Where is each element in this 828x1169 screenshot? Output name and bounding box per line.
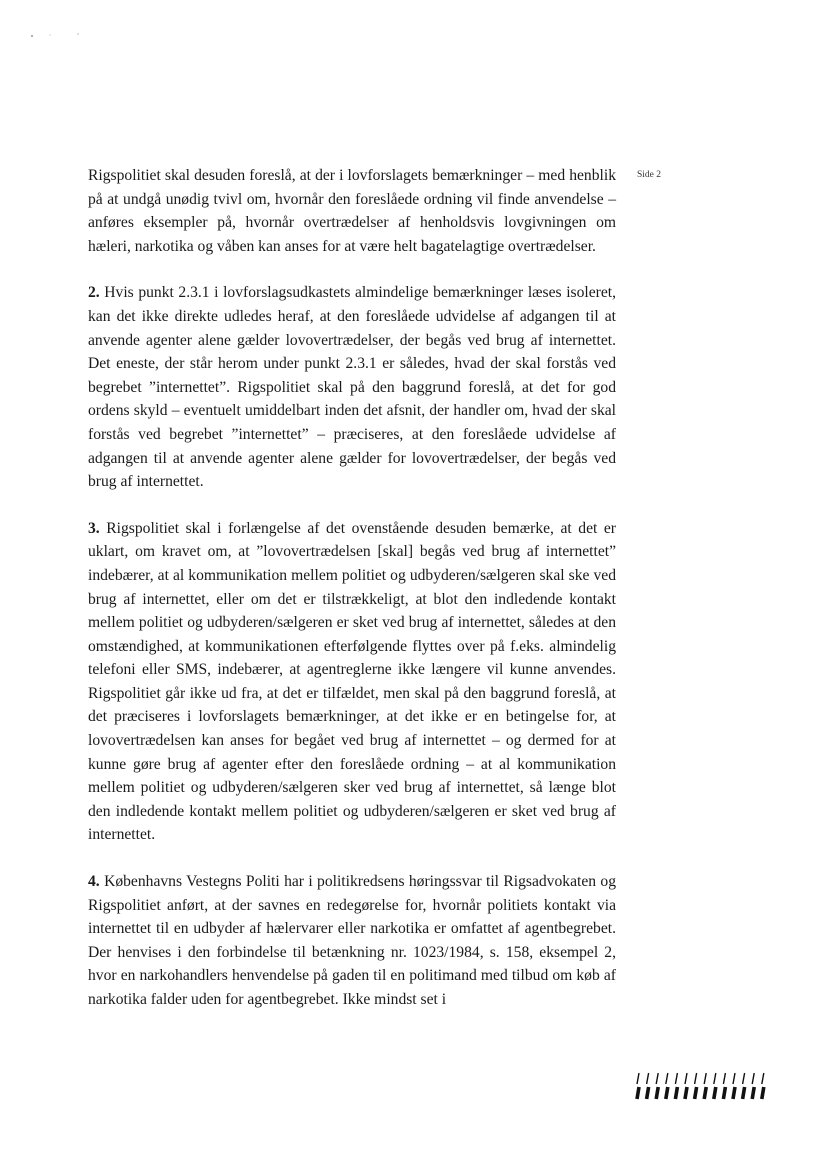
paragraph-text: Rigspolitiet skal i forlængelse af det ovenstående desuden bemærke, at det er uklart, om kravet om, at ”lovovertrædelsen [skal] begås ved brug af internettet” indebærer, at al kommunikation mellem politiet og udbyderen/sælgeren skal ske ved brug af internettet, eller om det er tilstrækkeligt, at blot den indledende kontakt mellem politiet og udbyderen/sælgeren er sket ved brug af internettet, således at den omstændighed, at kommunikationen efterfølgende flyttes over på f.eks. almindelig telefoni eller SMS, indebærer, at agentreglerne ikke længere vil kunne anvendes. Rigspolitiet går ikke ud fra, at det er tilfældet, men skal på den baggrund foreslå, at det præciseres i lovforslagets bemærkninger, at det ikke er en betingelse for, at lovovertrædelsen kan anses for begået ved brug af internettet – og dermed for at kunne gøre brug af agenter efter den foreslåede ordning – at al kommunikation mellem politiet og udbyderen/sælgeren sker ved brug af internettet, så længe blot den indledende kontakt mellem politiet og udbyderen/sælgeren er sket ved brug af internettet. bbox=[88, 519, 616, 844]
paragraph-4 bbox=[88, 870, 616, 1012]
barcode-icon bbox=[633, 1072, 769, 1100]
paragraph-text: Københavns Vestegns Politi har i politikredsens høringssvar til Rigsadvokaten og Rigspolitiet anført, at der savnes en redegørelse for, hvornår politiets kontakt via internettet til en udbyder af hælervarer eller narkotika er omfattet af agentbegrebet. Der henvises i den forbindelse til betænkning nr. 1023/1984, s. 158, eksempel 2, hvor en narkohandlers henvendelse på gaden til en politimand med tilbud om køb af narkotika falder uden for agentbegrebet. Ikke mindst set i bbox=[88, 873, 616, 1008]
paragraph-number: 4. bbox=[88, 873, 100, 891]
scan-specks bbox=[28, 30, 88, 42]
page-side-label: Side 2 bbox=[637, 170, 662, 180]
paragraph-number: 2. bbox=[88, 284, 100, 302]
paragraph-text: Hvis punkt 2.3.1 i lovforslagsudkastets almindelige bemærkninger læses isoleret, kan det ikke direkte udledes heraf, at den foreslåede udvidelse af adgangen til at anvende agenter alene gælder lovovertrædelser, der begås ved brug af internettet. Det eneste, der står herom under punkt 2.3.1 er således, hvad der skal forstås ved begrebet ”internettet”. Rigspolitiet skal på den baggrund foreslå, at det for god ordens skyld – eventuelt umiddelbart inden det afsnit, der handler om, hvad der skal forstås ved begrebet ”internettet” – præciseres, at den foreslåede udvidelse af adgangen til at anvende agenter alene gælder for lovovertrædelser, der begås ved brug af internettet. bbox=[88, 284, 616, 491]
document-body bbox=[88, 164, 616, 1035]
paragraph-number: 3. bbox=[88, 519, 100, 537]
paragraph-3 bbox=[88, 517, 616, 847]
paragraph-text: Rigspolitiet skal desuden foreslå, at der i lovforslagets bemærkninger – med henblik på at undgå unødig tvivl om, hvornår den foreslåede ordning vil finde anvendelse – anføres eksempler på, hvornår overtrædelser af henholdsvis lovgivningen om hæleri, narkotika og våben kan anses for at være helt bagatelagtige overtrædelser. bbox=[88, 167, 616, 255]
paragraph-intro bbox=[88, 164, 616, 258]
paragraph-2 bbox=[88, 281, 616, 493]
